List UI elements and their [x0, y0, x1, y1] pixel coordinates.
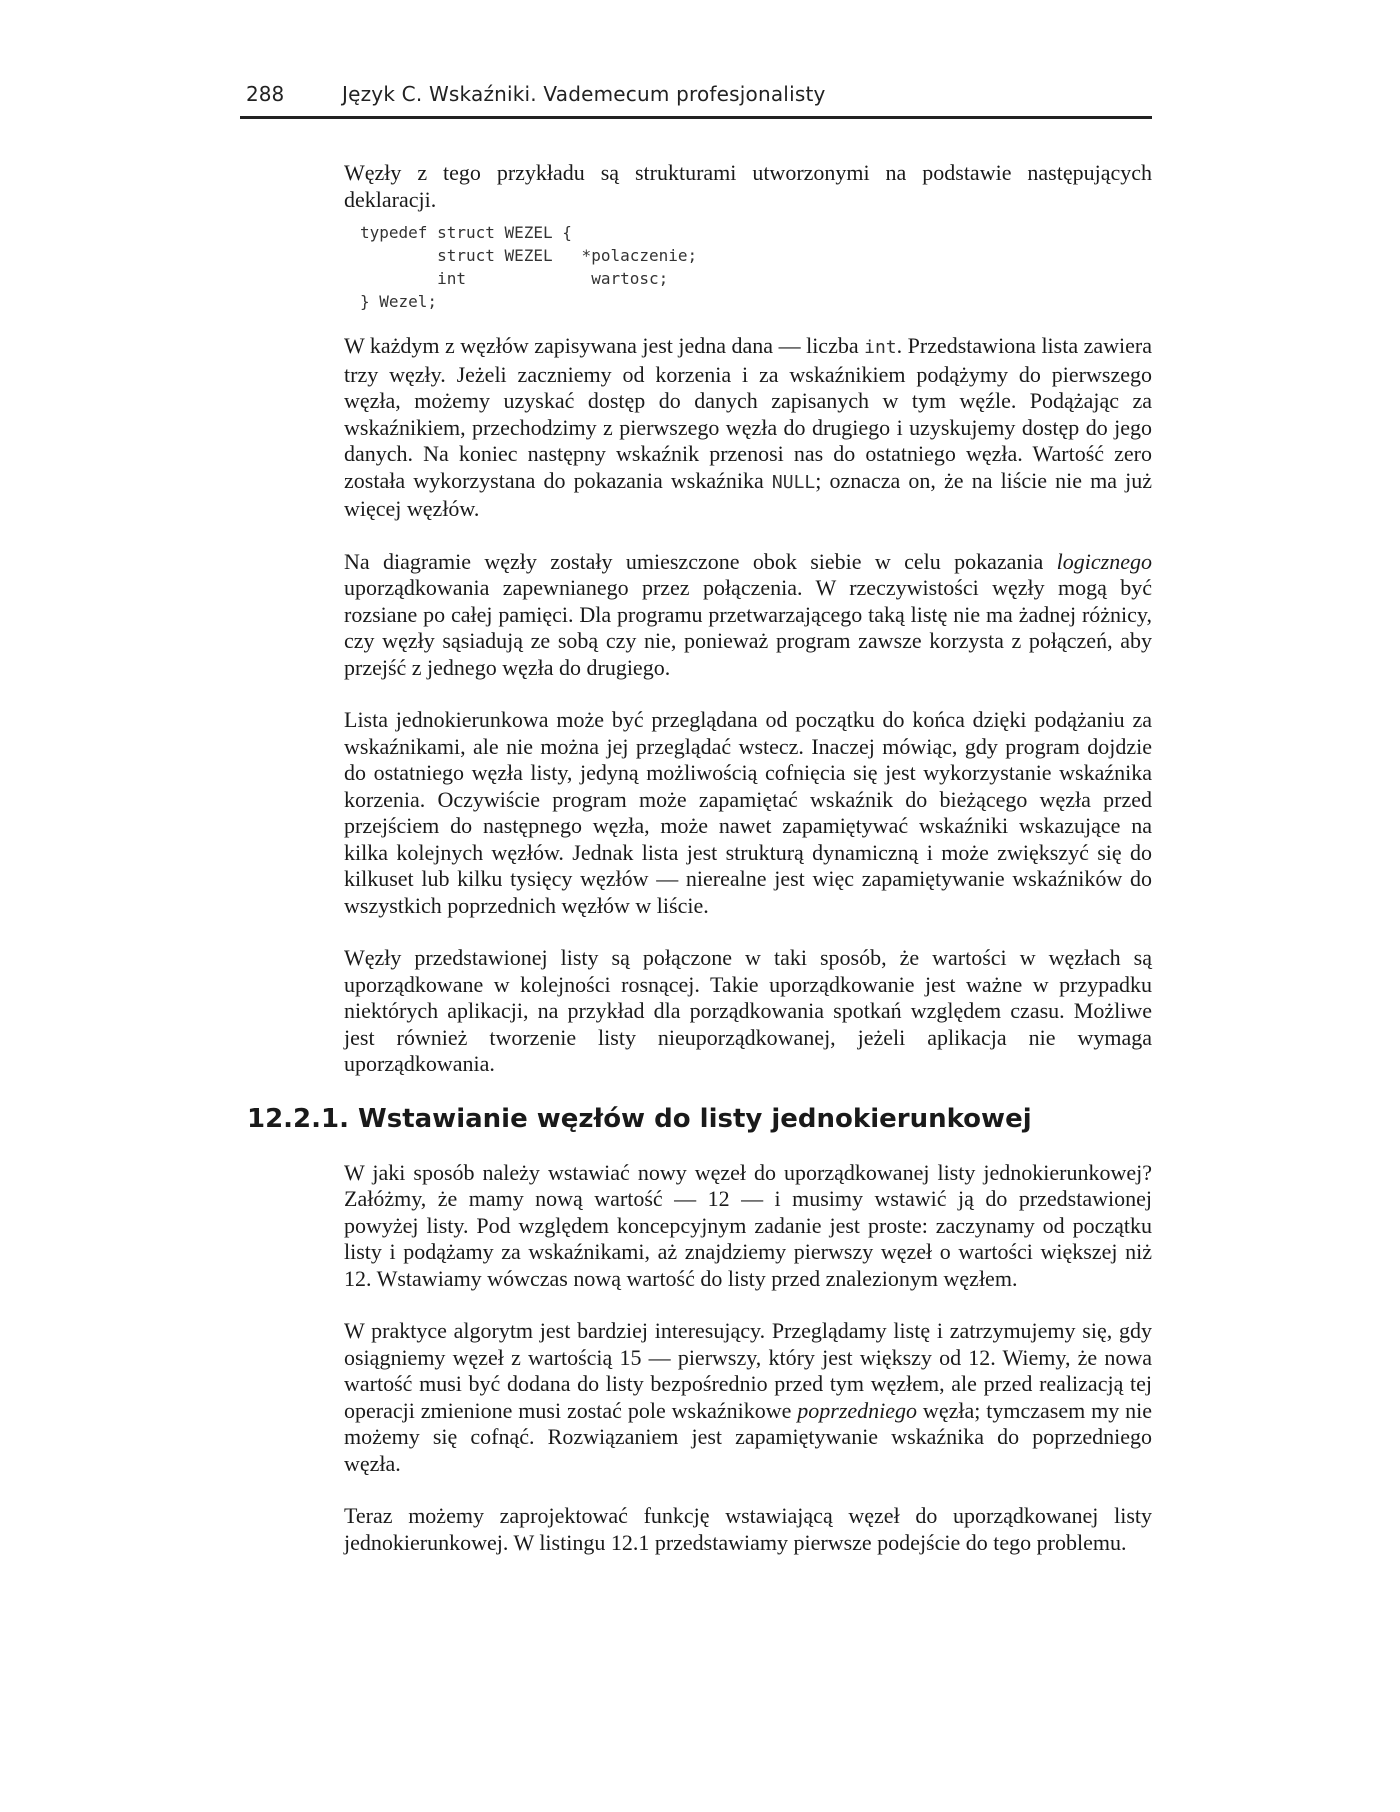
intro-paragraph: Węzły z tego przykładu są strukturami utworzonymi na podstawie następujących deklaracji. — [344, 160, 1152, 212]
paragraph-1-text-a: W każdym z węzłów zapisywana jest jedna dana — liczba — [344, 333, 865, 358]
paragraph-2 — [344, 549, 1152, 682]
inline-code-null: NULL — [771, 471, 816, 493]
section-heading: 12.2.1. Wstawianie węzłów do listy jednokierunkowej — [247, 1103, 1032, 1134]
emphasis-poprzedniego: poprzedniego — [797, 1397, 918, 1423]
paragraph-6-text-a: W praktyce algorytm jest bardziej interesujący. Przeglądamy listę i zatrzymujemy się, gdy osiągniemy węzeł z wartością 15 — pierwszy, który jest większy od 12. Wiemy, że nowa wartość musi być dodana do listy bezpośrednio przed tym węzłem, ale przed realizacją tej operacji zmienione musi zostać pole wskaźnikowe — [344, 1318, 1152, 1423]
paragraph-2-text-b: uporządkowania zapewnianego przez połączenia. W rzeczywistości węzły mogą być rozsiane po całej pamięci. Dla programu przetwarzającego taką listę nie ma żadnej różnicy, czy węzły sąsiadują ze sobą czy nie, ponieważ program zawsze korzysta z połączeń, aby przejść z jednego węzła do drugiego. — [344, 575, 1152, 680]
code-block: typedef struct WEZEL { struct WEZEL *polaczenie; int wartosc; } Wezel; — [360, 223, 698, 311]
paragraph-4: Węzły przedstawionej listy są połączone w taki sposób, że wartości w węzłach są uporządkowane w kolejności rosnącej. Takie uporządkowanie jest ważne w przypadku niektórych aplikacji, na przykład dla porządkowania spotkań względem czasu. Możliwe jest również tworzenie listy nieuporządkowanej, jeżeli aplikacja nie wymaga uporządkowania. — [344, 945, 1152, 1076]
paragraph-6-text-b: węzła; tymczasem my nie możemy się cofnąć. Rozwiązaniem jest zapamiętywanie wskaźnika do poprzedniego węzła. — [344, 1397, 1152, 1476]
running-header — [240, 82, 1152, 116]
page-number: 288 — [246, 82, 285, 106]
emphasis-logicznego: logicznego — [1056, 548, 1152, 574]
book-title: Język C. Wskaźniki. Vademecum profesjonalisty — [342, 82, 826, 106]
paragraph-1 — [344, 333, 1152, 523]
paragraph-1-text-c: ; oznacza on, że na liście nie ma już więcej węzłów. — [344, 467, 1152, 521]
paragraph-5: W jaki sposób należy wstawiać nowy węzeł do uporządkowanej listy jednokierunkowej? Załóżmy, że mamy nową wartość — 12 — i musimy wstawić ją do przedstawionej powyżej listy. Pod względem koncepcyjnym zadanie jest proste: zaczynamy od początku listy i podążamy za wskaźnikami, aż znajdziemy pierwszy węzeł o wartości większej niż 12. Wstawiamy wówczas nową wartość do listy przed znalezionym węzłem. — [344, 1159, 1152, 1291]
paragraph-6 — [344, 1318, 1152, 1477]
paragraph-3: Lista jednokierunkowa może być przeglądana od początku do końca dzięki podążaniu za wskaźnikami, ale nie można jej przeglądać wstecz. Inaczej mówiąc, gdy program dojdzie do ostatniego węzła listy, jedyną możliwością cofnięcia się jest wykorzystanie wskaźnika korzenia. Oczywiście program może zapamiętać wskaźnik do bieżącego węzła przed przejściem do następnego węzła, może nawet zapamiętywać wskaźniki wskazujące na kilka kolejnych węzłów. Jednak lista jest strukturą dynamiczną i może zwiększyć się do kilkuset lub kilku tysięcy węzłów — nierealne jest więc zapamiętywanie wskaźników do wszystkich poprzednich węzłów w liście. — [344, 707, 1152, 918]
page-body — [247, 160, 1153, 1582]
paragraph-7: Teraz możemy zaprojektować funkcję wstawiającą węzeł do uporządkowanej listy jednokierunkowej. W listingu 12.1 przedstawiamy pierwsze podejście do tego problemu. — [344, 1503, 1152, 1555]
header-rule — [240, 116, 1152, 119]
inline-code-int: int — [864, 337, 897, 358]
paragraph-1-text-b: . Przedstawiona lista zawiera trzy węzły. Jeżeli zaczniemy od korzenia i za wskaźnikiem podążymy do pierwszego węzła, możemy uzyskać dostęp do danych zapisanych w tym węźle. Podążając za wskaźnikiem, przechodzimy z pierwszego węzła do drugiego i uzyskujemy dostęp do jego danych. Na koniec następny wskaźnik przenosi nas do ostatniego węzła. Wartość zero została wykorzystana do pokazania wskaźnika — [344, 333, 1153, 493]
paragraph-2-text-a: Na diagramie węzły zostały umieszczone obok siebie w celu pokazania — [344, 548, 1057, 574]
